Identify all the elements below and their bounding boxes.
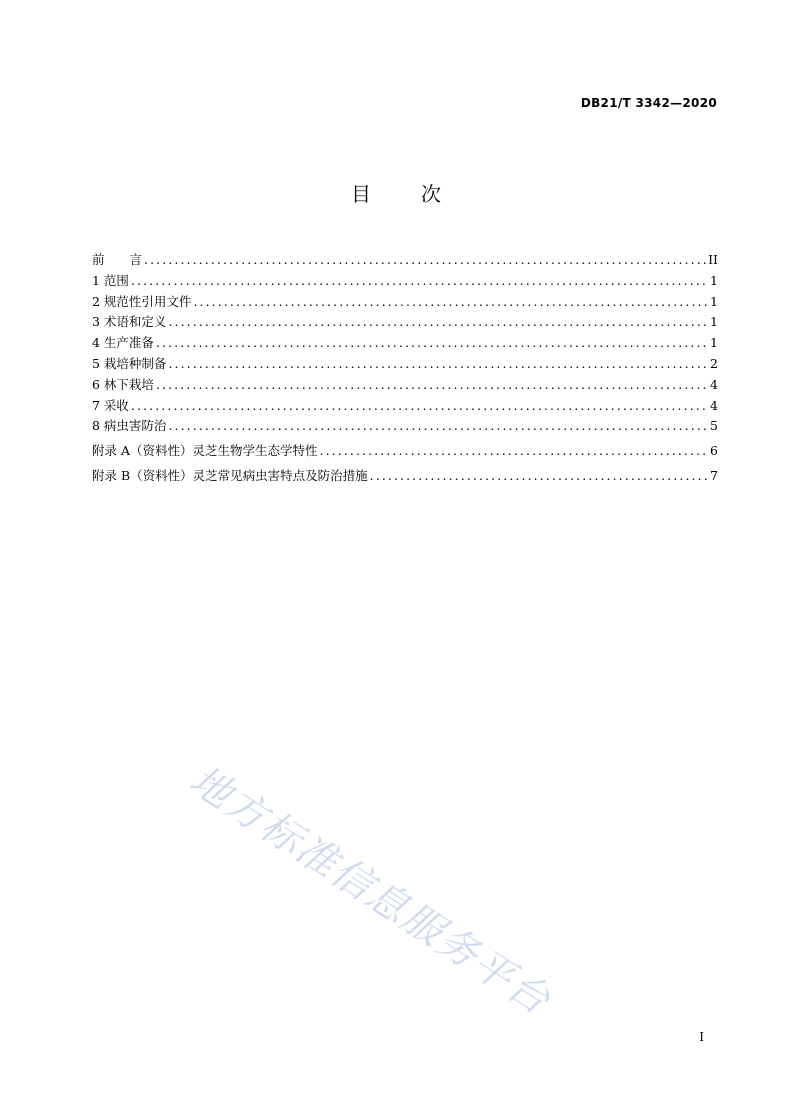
toc-entry-page: 4 [710, 397, 718, 413]
toc-leader-dots [168, 354, 708, 375]
toc-entry-6[interactable] [92, 375, 718, 396]
toc-entry-appendix-a[interactable] [92, 441, 718, 462]
page-title [0, 178, 792, 207]
toc-entry-label: 4 生产准备 [92, 335, 154, 351]
toc-leader-dots [144, 250, 706, 271]
toc-entry-page: 4 [710, 376, 718, 392]
toc-entry-page: II [708, 252, 718, 267]
page-title-char-2: 次 [421, 182, 441, 206]
toc-leader-dots [156, 375, 708, 396]
toc-entry-page: 6 [710, 443, 718, 459]
toc-entry-page: 7 [710, 467, 718, 483]
toc-entry-4[interactable] [92, 333, 718, 354]
table-of-contents [92, 250, 718, 487]
toc-entry-2[interactable] [92, 292, 718, 313]
toc-leader-dots [193, 292, 708, 313]
toc-leader-dots [156, 333, 708, 354]
toc-entry-page: 1 [710, 335, 718, 351]
toc-entry-page: 1 [710, 314, 718, 330]
standard-code: DB21/T 3342—2020 [580, 96, 717, 110]
toc-entry-label: 2 规范性引用文件 [92, 293, 192, 309]
toc-entry-label: 附录 B（资料性）灵芝常见病虫害特点及防治措施 [92, 467, 368, 483]
toc-entry-label: 3 术语和定义 [92, 314, 167, 330]
toc-entry-5[interactable] [92, 354, 718, 375]
watermark: 地方标准信息服务平台 [181, 757, 559, 1025]
toc-leader-dots [168, 312, 708, 333]
toc-entry-label: 附录 A（资料性）灵芝生物学生态学特性 [92, 443, 318, 459]
toc-entry-label: 5 栽培种制备 [92, 355, 167, 371]
toc-entry-page: 2 [710, 355, 718, 371]
toc-entry-1[interactable] [92, 271, 718, 292]
toc-leader-dots [131, 396, 708, 417]
page-title-char-1: 目 [351, 182, 371, 206]
toc-entry-label: 前 言 [92, 252, 143, 267]
toc-entry-label: 6 林下栽培 [92, 376, 154, 392]
toc-leader-dots [168, 416, 708, 437]
toc-entry-appendix-b[interactable] [92, 466, 718, 487]
toc-entry-8[interactable] [92, 416, 718, 437]
toc-entry-3[interactable] [92, 312, 718, 333]
toc-entry-foreword[interactable] [92, 250, 718, 271]
toc-entry-page: 1 [710, 272, 718, 288]
page-number: I [699, 1030, 704, 1044]
toc-entry-label: 7 采收 [92, 397, 129, 413]
toc-entry-page: 5 [710, 418, 718, 434]
toc-entry-label: 1 范围 [92, 272, 129, 288]
toc-entry-label: 8 病虫害防治 [92, 418, 167, 434]
toc-leader-dots [370, 466, 708, 487]
toc-leader-dots [320, 441, 709, 462]
toc-entry-7[interactable] [92, 396, 718, 417]
toc-entry-page: 1 [710, 293, 718, 309]
toc-leader-dots [131, 271, 708, 292]
